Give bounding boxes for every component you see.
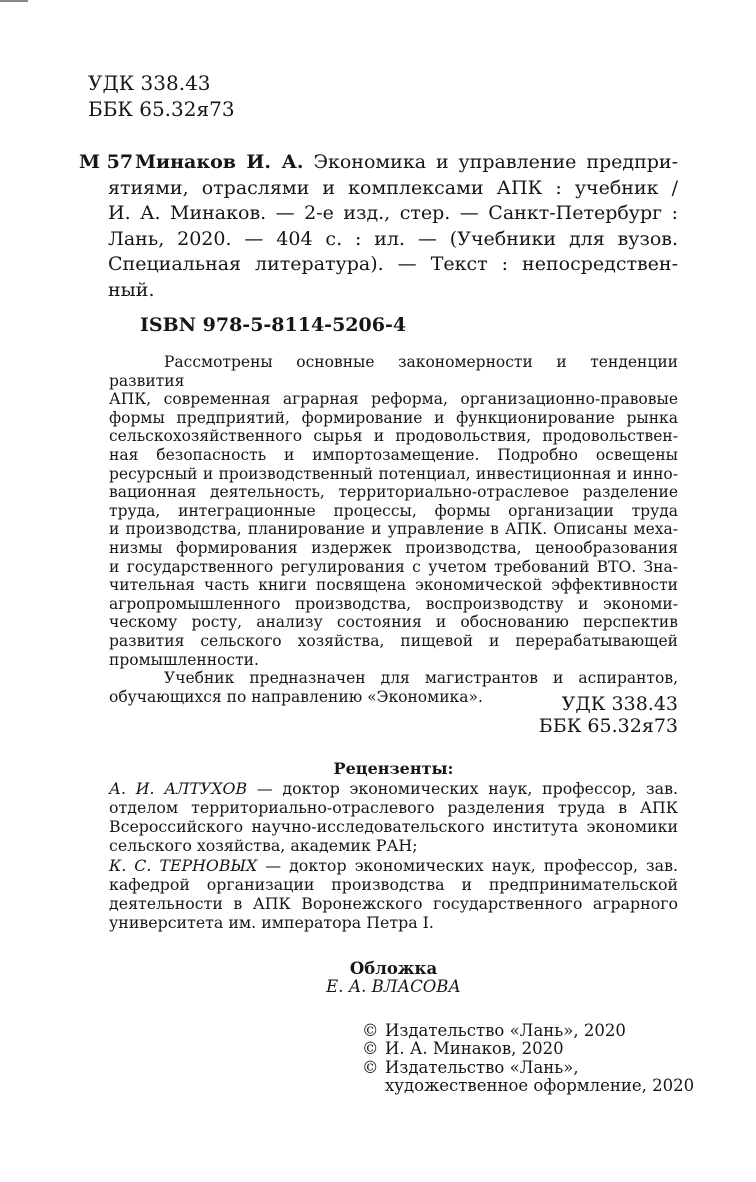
reviewer-line: сельского хозяйства, академик РАН; <box>109 836 418 856</box>
annotation-line: обучающихся по направлению «Экономика». <box>109 687 483 706</box>
annotation-line: агропромышленного производства, воспроизводству и экономи- <box>109 594 678 613</box>
classification-codes-top <box>88 70 235 122</box>
cover-credit-title: Обложка <box>349 959 438 978</box>
reviewers-heading: Рецензенты: <box>333 759 454 778</box>
copyright-icon: © <box>362 1039 379 1059</box>
annotation-line: формы предприятий, формирование и функционирование рынка <box>109 408 678 427</box>
annotation-line: ческому росту, анализу состояния и обоснованию перспектив <box>109 613 678 632</box>
annotation-line: Учебник предназначен для магистрантов и аспирантов, <box>164 669 678 688</box>
annotation-line: ная безопасность и импортозамещение. Подробно освещены <box>109 445 678 464</box>
annotation-line: низмы формирования издержек производства, ценообразования <box>109 538 678 557</box>
reviewer-line: университета им. императора Петра I. <box>109 913 434 933</box>
scan-artifact <box>0 0 28 2</box>
annotation-line: вационная деятельность, территориально-отраслевое разделение <box>109 483 678 502</box>
author-sign: М 57 <box>79 151 134 173</box>
annotation-line: сельскохозяйственного сырья и продовольствия, продовольствен- <box>109 427 678 446</box>
bibliographic-line: И. А. Минаков. — 2-е изд., стер. — Санкт-Петербург : <box>108 202 678 224</box>
copyright-icon: © <box>362 1057 379 1077</box>
reviewer-name-italic: А. И. АЛТУХОВ <box>109 779 248 798</box>
copyright-line: © Издательство «Лань», <box>362 1057 579 1077</box>
copyright-line: © Издательство «Лань», 2020 <box>362 1021 626 1040</box>
reviewers-list <box>109 779 678 932</box>
annotation-line: и производства, планирование и управление в АПК. Описаны меха- <box>109 520 678 539</box>
annotation <box>109 353 678 706</box>
bibliographic-line: Минаков И. А. Экономика и управление предпри- <box>135 151 678 173</box>
reviewer-line: К. С. ТЕРНОВЫХ — доктор экономических наук, профессор, зав. <box>109 855 678 875</box>
bibliographic-line: ятиями, отраслями и комплексами АПК : учебник / <box>108 176 678 199</box>
annotation-line: АПК, современная аграрная реформа, организационно-правовые <box>109 390 678 409</box>
classification-codes-bottom <box>539 693 678 737</box>
reviewer-name-italic: К. С. ТЕРНОВЫХ <box>109 855 258 875</box>
copyright-block <box>362 1022 694 1096</box>
annotation-line: развития сельского хозяйства, пищевой и перерабатывающей <box>109 631 678 650</box>
reviewer-line: кафедрой организации производства и предпринимательской <box>109 874 678 894</box>
annotation-line: чительная часть книги посвящена экономической эффективности <box>109 576 678 595</box>
reviewer-line: деятельности в АПК Воронежского государственного аграрного <box>109 893 678 913</box>
cover-credit <box>109 960 678 996</box>
bibliographic-description <box>108 150 678 303</box>
annotation-line: ресурсный и производственный потенциал, инвестиционная и инно- <box>109 464 678 483</box>
udk-code-bottom: УДК 338.43 <box>561 693 678 715</box>
annotation-line: Рассмотрены основные закономерности и тенденции развития <box>109 353 678 390</box>
bibliographic-line: Специальная литература). — Текст : непосредствен- <box>108 253 678 275</box>
bbk-code: ББК 65.32я73 <box>88 97 235 121</box>
copyright-icon: © <box>362 1021 379 1040</box>
cover-credit-name: Е. А. ВЛАСОВА <box>326 977 461 996</box>
annotation-line: и государственного регулирования с учетом требований ВТО. Зна- <box>109 557 678 576</box>
copyright-line: художественное оформление, 2020 <box>385 1076 695 1096</box>
copyright-line: © И. А. Минаков, 2020 <box>362 1039 564 1059</box>
reviewer-line: Всероссийского научно-исследовательского института экономики <box>109 817 678 837</box>
annotation-line: труда, интеграционные процессы, формы организации труда <box>109 501 678 520</box>
bibliographic-line: ный. <box>108 278 155 301</box>
udk-code: УДК 338.43 <box>88 71 211 95</box>
annotation-line: промышленности. <box>109 650 259 669</box>
bbk-code-bottom: ББК 65.32я73 <box>538 715 678 737</box>
isbn: ISBN 978-5-8114-5206-4 <box>140 314 407 336</box>
reviewer-line: А. И. АЛТУХОВ — доктор экономических наук, профессор, зав. <box>109 779 678 798</box>
bibliographic-line: Лань, 2020. — 404 с. : ил. — (Учебники для вузов. <box>108 227 678 250</box>
author-name-bold: Минаков И. А. <box>135 151 304 173</box>
reviewer-line: отделом территориально-отраслевого разделения труда в АПК <box>109 798 678 818</box>
